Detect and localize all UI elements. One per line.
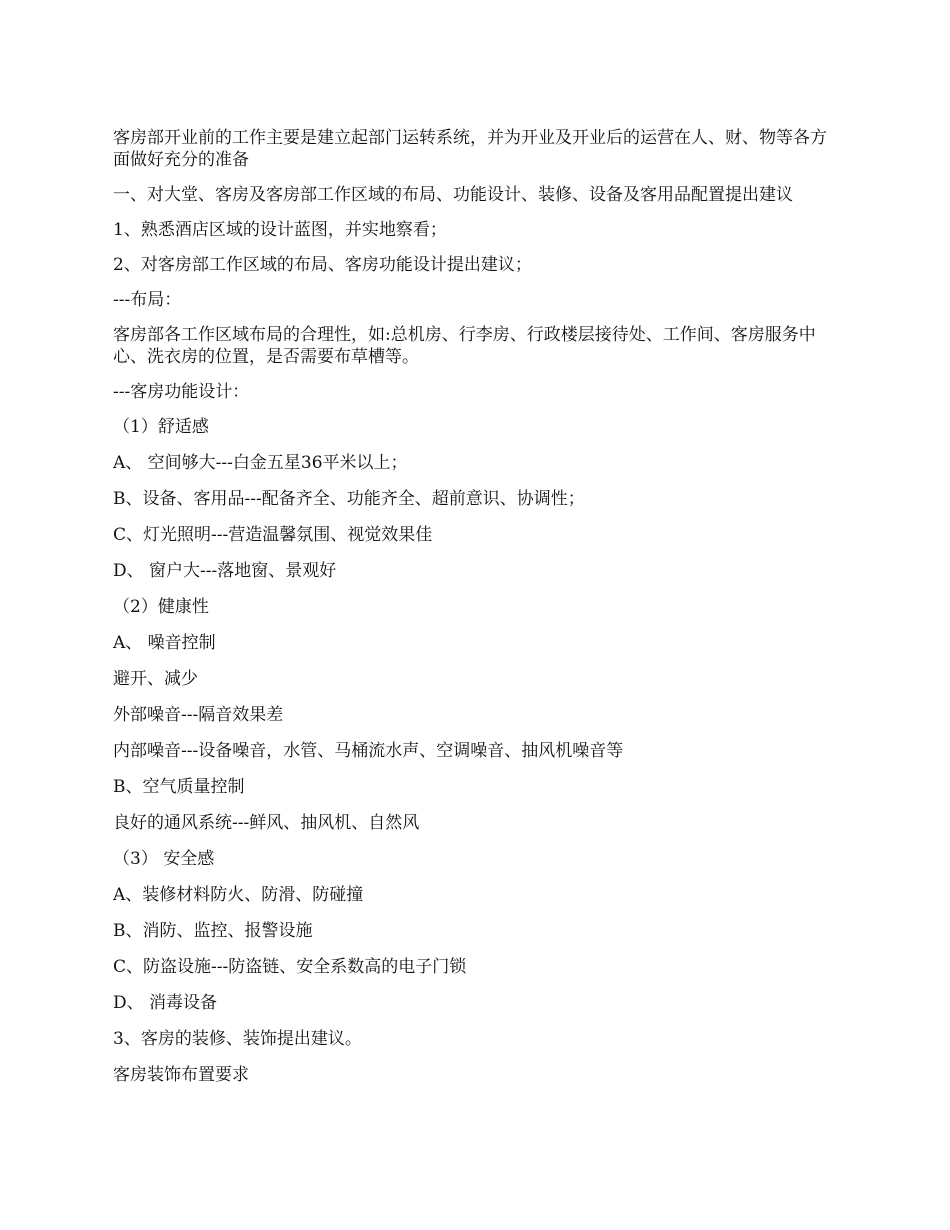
paragraph: 1、熟悉酒店区域的设计蓝图，并实地察看； (113, 220, 447, 240)
paragraph: ---客房功能设计： (113, 382, 250, 402)
paragraph: A、 空间够大---白金五星36平米以上； (113, 453, 408, 473)
paragraph: 外部噪音---隔音效果差 (113, 705, 284, 725)
paragraph: 客房装饰布置要求 (113, 1065, 249, 1085)
paragraph: 一、对大堂、客房及客房部工作区域的布局、功能设计、装修、设备及客用品配置提出建议 (113, 185, 793, 205)
paragraph: （1）舒适感 (113, 417, 209, 437)
paragraph: B、消防、监控、报警设施 (113, 921, 313, 941)
paragraph: C、防盗设施---防盗链、安全系数高的电子门锁 (113, 957, 467, 977)
paragraph: D、 消毒设备 (113, 993, 218, 1013)
paragraph: 客房部各工作区域布局的合理性，如:总机房、行李房、行政楼层接待处、工作间、客房服务中心、洗衣房的位置，是否需要布草槽等。 (113, 325, 816, 367)
paragraph: 客房部开业前的工作主要是建立起部门运转系统，并为开业及开业后的运营在人、财、物等各方面做好充分的准备 (113, 128, 827, 170)
paragraph: C、灯光照明---营造温馨氛围、视觉效果佳 (113, 525, 433, 545)
paragraph: 3、客房的装修、装饰提出建议。 (113, 1029, 362, 1049)
paragraph: A、 噪音控制 (113, 633, 216, 653)
paragraph: A、装修材料防火、防滑、防碰撞 (113, 885, 364, 905)
paragraph: B、设备、客用品---配备齐全、功能齐全、超前意识、协调性； (113, 489, 585, 509)
paragraph: D、 窗户大---落地窗、景观好 (113, 561, 337, 581)
document-body (113, 127, 838, 1100)
paragraph: 避开、减少 (113, 669, 198, 689)
paragraph: B、空气质量控制 (113, 777, 245, 797)
paragraph: 2、对客房部工作区域的布局、客房功能设计提出建议； (113, 255, 532, 275)
paragraph: （2）健康性 (113, 597, 209, 617)
paragraph: ---布局： (113, 290, 182, 310)
paragraph: （3） 安全感 (113, 849, 215, 869)
paragraph: 良好的通风系统---鲜风、抽风机、自然风 (113, 813, 420, 833)
paragraph: 内部噪音---设备噪音，水管、马桶流水声、空调噪音、抽风机噪音等 (113, 741, 624, 761)
